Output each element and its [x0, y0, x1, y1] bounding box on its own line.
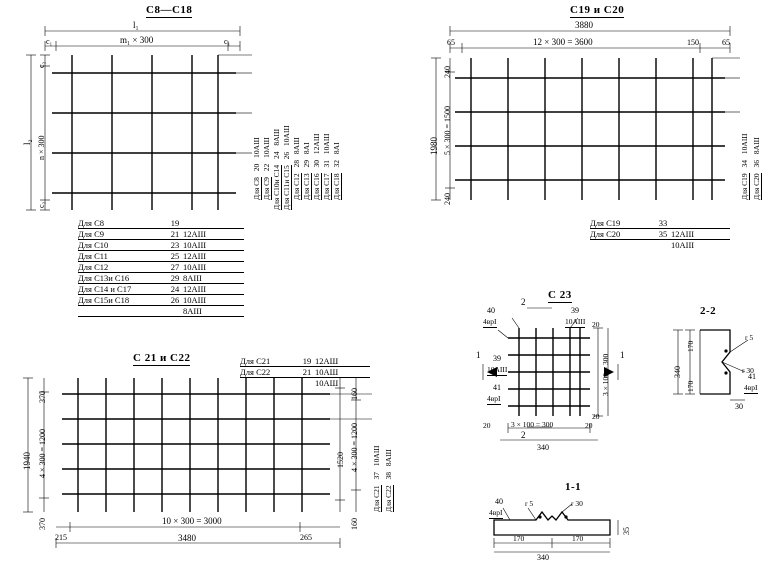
title-section-1-1: 1-1 [565, 481, 582, 493]
panel2-dim-left-top: 240 [443, 66, 452, 78]
table-row: Для С19 33 [590, 218, 730, 229]
panel6-dim-170-left: 170 [513, 534, 525, 543]
panel1-dim-l2: l₂ [22, 139, 32, 145]
panel6-dim-170-right: 170 [572, 534, 584, 543]
table-row: Для С13и С16 29 8АIII [78, 273, 244, 284]
panel5-dim-340: 340 [673, 366, 682, 378]
panel3-dim-left-outer: 1940 [22, 452, 32, 470]
panel4-dim-total: 340 [537, 443, 549, 452]
panel4-mark-39-left: 39 [493, 354, 501, 363]
panel1-side-3: Для С11и С15 26 10АШ [282, 125, 291, 210]
table-row: Для С10 23 10АIII [78, 240, 244, 251]
panel3-dim-right-bot: 160 [350, 518, 359, 530]
panel5-dim-170-top: 170 [686, 340, 695, 352]
panel2-dim-left-outer: 1980 [429, 137, 439, 155]
panel1-side-0: Для С8 20 10АШ [252, 137, 261, 200]
panel4-dim-20-bot: 20 [592, 412, 600, 421]
panel1-c2-top: c₂ [37, 61, 46, 68]
panel4-dim-20-right: 20 [585, 421, 593, 430]
panel1-side-5: Для С13 29 8АI [302, 142, 311, 200]
panel3-dim-right-inner: 4 × 300 = 1200 [350, 422, 359, 472]
panel1-dim-m1: m₁ × 300 [120, 35, 154, 45]
panel6-r30: r 30 [571, 499, 583, 508]
panel3-edge-right: 265 [300, 533, 312, 542]
title-panel1: С8—С18 [146, 4, 193, 16]
panel1-side-7: Для С17 31 10АШ [322, 133, 331, 200]
panel4-mark-39-left-grade: 10АIII [487, 365, 508, 374]
panel3-dim-right-outer: 1520 [336, 452, 345, 468]
panel4-mark-39-top: 39 [571, 306, 579, 315]
panel6-mark-40-grade: 4вpI [489, 508, 503, 517]
title-panel2: С19 и С20 [570, 4, 625, 16]
panel4-mark-40: 40 [487, 306, 495, 315]
table-row: Для С9 21 12АIII [78, 229, 244, 240]
panel3-side-0: Для С21 37 10АШ [372, 445, 381, 512]
panel6-r5: r 5 [525, 499, 534, 508]
table-row: Для С11 25 12АIII [78, 251, 244, 262]
panel4-mark-41: 41 [493, 383, 501, 392]
panel4-dim-bottom-inner: 3 × 100 = 300 [511, 420, 554, 429]
panel1-c2-bottom: c₂ [37, 201, 46, 208]
title-panel3: С 21 и С22 [133, 352, 191, 364]
panel3-dim-left-bot: 370 [38, 518, 47, 530]
table-row: Для С14 и С17 24 12АIII [78, 284, 244, 295]
panel2-dim-total: 3880 [575, 20, 593, 30]
panel4-sec1-left: 1 [476, 350, 481, 360]
title-panel4: С 23 [548, 289, 572, 301]
table-row: Для С8 19 [78, 218, 244, 229]
panel4-mark-41-grade: 4вpI [487, 394, 501, 403]
panel6-mark-40: 40 [495, 497, 503, 506]
title-section-2-2: 2-2 [700, 305, 717, 317]
panel4-dim-20-left: 20 [483, 421, 491, 430]
table-row: Для С15и С18 26 10АIII [78, 295, 244, 306]
panel1-c1-right: c₁ [224, 37, 231, 46]
panel2-side-0: Для С19 34 10АШ [740, 133, 749, 200]
panel1-dim-l1: l₁ [133, 20, 139, 30]
panel1-c1-left: c₁ [46, 37, 53, 46]
panel3-dim-total: 3480 [178, 533, 196, 543]
table-row: Для С21 19 12АШ [240, 356, 370, 367]
panel2-edge-right: 65 [722, 38, 730, 47]
panel3-dim-right-top: 160 [350, 388, 359, 400]
panel1-dim-n300: n × 300 [37, 135, 46, 160]
panel3-dim-10x300: 10 × 300 = 3000 [162, 516, 222, 526]
panel6-dim-340: 340 [537, 553, 549, 562]
panel2-dim-12x300: 12 × 300 = 3600 [533, 37, 593, 47]
panel5-r30: r 30 [742, 366, 754, 375]
panel1-side-6: Для С16 30 12АШ [312, 133, 321, 200]
panel5-r5: r 5 [745, 333, 754, 342]
panel4-dim-20-top: 20 [592, 320, 600, 329]
panel1-side-1: Для С9 22 10АШ [262, 137, 271, 200]
panel5-dim-170-bot: 170 [686, 380, 695, 392]
panel3-side-1: Для С22 38 8АШ [384, 449, 393, 512]
panel2-dim-left-bot: 240 [443, 193, 452, 205]
panel4-dim-right-inner: 3 × 100 = 300 [601, 353, 610, 396]
table-row: Для С22 21 10АШ [240, 367, 370, 378]
panel2-edge-left: 65 [447, 38, 455, 47]
table-row: Для С20 35 12АIII [590, 229, 730, 240]
panel3-edge-left: 215 [55, 533, 67, 542]
panel2-side-1: Для С20 36 8АШ [752, 137, 761, 200]
panel4-sec2-bot: 2 [521, 430, 526, 440]
panel5-mark-41-grade: 4вpI [744, 383, 758, 392]
panel3-dim-left-inner: 4 × 300 = 1200 [38, 428, 47, 478]
panel1-side-4: Для С12 28 8АШ [292, 137, 301, 200]
panel5-mark-41: 41 [748, 372, 756, 381]
panel4-mark-39-top-grade: 10АIII [565, 317, 586, 326]
table-row: 10АIII [671, 240, 695, 250]
table-row: Для С12 27 10АIII [78, 262, 244, 273]
panel1-side-2: Для С10и С14 24 8АШ [272, 128, 281, 210]
table-row: 8АIII [78, 306, 244, 317]
panel4-sec2-top: 2 [521, 297, 526, 307]
panel1-side-8: Для С18 32 8АI [332, 142, 341, 200]
table-row: 10АШ [315, 378, 339, 388]
panel2-edge-mid: 150 [687, 38, 699, 47]
panel4-mark-40-grade: 4вpI [483, 317, 497, 326]
panel6-thickness: 35 [622, 527, 631, 535]
panel4-sec1-right: 1 [620, 350, 625, 360]
panel2-dim-left-inner: 5 × 300 = 1500 [443, 105, 452, 155]
panel3-dim-left-top: 370 [38, 391, 47, 403]
panel5-thickness: 30 [735, 402, 743, 411]
